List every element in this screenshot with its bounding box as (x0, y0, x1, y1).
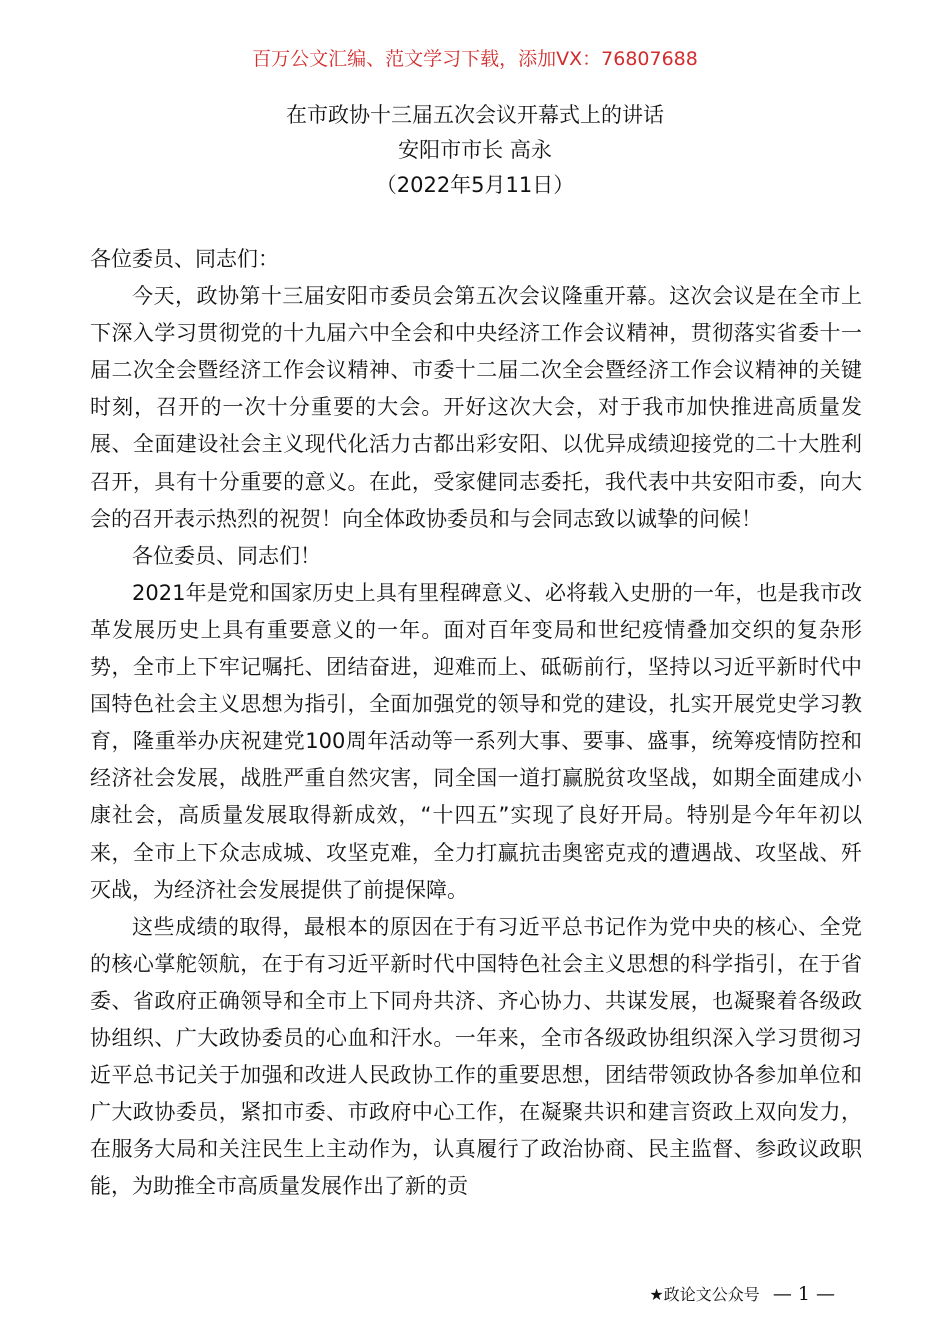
title-block (0, 98, 950, 203)
speech-title: 在市政协十三届五次会议开幕式上的讲话 (286, 103, 664, 127)
paragraph: 今天，政协第十三届安阳市委员会第五次会议隆重开幕。这次会议是在全市上下深入学习贯彻党的十九届六中全会和中央经济工作会议精神，贯彻落实省委十一届二次全会暨经济工作会议精神、市委十二届二次全会暨经济工作会议精神的关键时刻，召开的一次十分重要的大会。开好这次大会，对于我市加快推进高质量发展、全面建设社会主义现代化活力古都出彩安阳、以优异成绩迎接党的二十大胜利召开，具有十分重要的意义。在此，受家健同志委托，我代表中共安阳市委，向大会的召开表示热烈的祝贺！向全体政协委员和与会同志致以诚挚的问候！ (90, 284, 862, 531)
footer-source: ★政论文公众号 (649, 1285, 760, 1304)
salutation: 各位委员、同志们： (90, 247, 279, 271)
promo-banner: 百万公文汇编、范文学习下载，添加VX：76807688 (252, 48, 698, 70)
speech-body (90, 241, 862, 1205)
speech-date: （2022年5月11日） (375, 173, 575, 197)
page-number: — 1 — (772, 1283, 835, 1305)
paragraph: 2021年是党和国家历史上具有里程碑意义、必将载入史册的一年，也是我市改革发展历史上具有重要意义的一年。面对百年变局和世纪疫情叠加交织的复杂形势，全市上下牢记嘱托、团结奋进，迎难而上、砥砺前行，坚持以习近平新时代中国特色社会主义思想为指引，全面加强党的领导和党的建设，扎实开展党史学习教育，隆重举办庆祝建党100周年活动等一系列大事、要事、盛事，统筹疫情防控和经济社会发展，战胜严重自然灾害，同全国一道打赢脱贫攻坚战，如期全面建成小康社会，高质量发展取得新成效，“十四五”实现了良好开局。特别是今年年初以来，全市上下众志成城、攻坚克难，全力打赢抗击奥密克戎的遭遇战、攻坚战、歼灭战，为经济社会发展提供了前提保障。 (90, 580, 862, 902)
paragraph: 各位委员、同志们！ (132, 543, 321, 568)
speech-speaker: 安阳市市长 高永 (398, 138, 552, 162)
page-footer (649, 1283, 835, 1306)
paragraph: 这些成绩的取得，最根本的原因在于有习近平总书记作为党中央的核心、全党的核心掌舵领航，在于有习近平新时代中国特色社会主义思想的科学指引，在于省委、省政府正确领导和全市上下同舟共济、齐心协力、共谋发展，也凝聚着各级政协组织、广大政协委员的心血和汗水。一年来，全市各级政协组织深入学习贯彻习近平总书记关于加强和改进人民政协工作的重要思想，团结带领政协各参加单位和广大政协委员，紧扣市委、市政府中心工作，在凝聚共识和建言资政上双向发力，在服务大局和关注民生上主动作为，认真履行了政治协商、民主监督、参政议政职能，为助推全市高质量发展作出了新的贡 (90, 914, 862, 1199)
